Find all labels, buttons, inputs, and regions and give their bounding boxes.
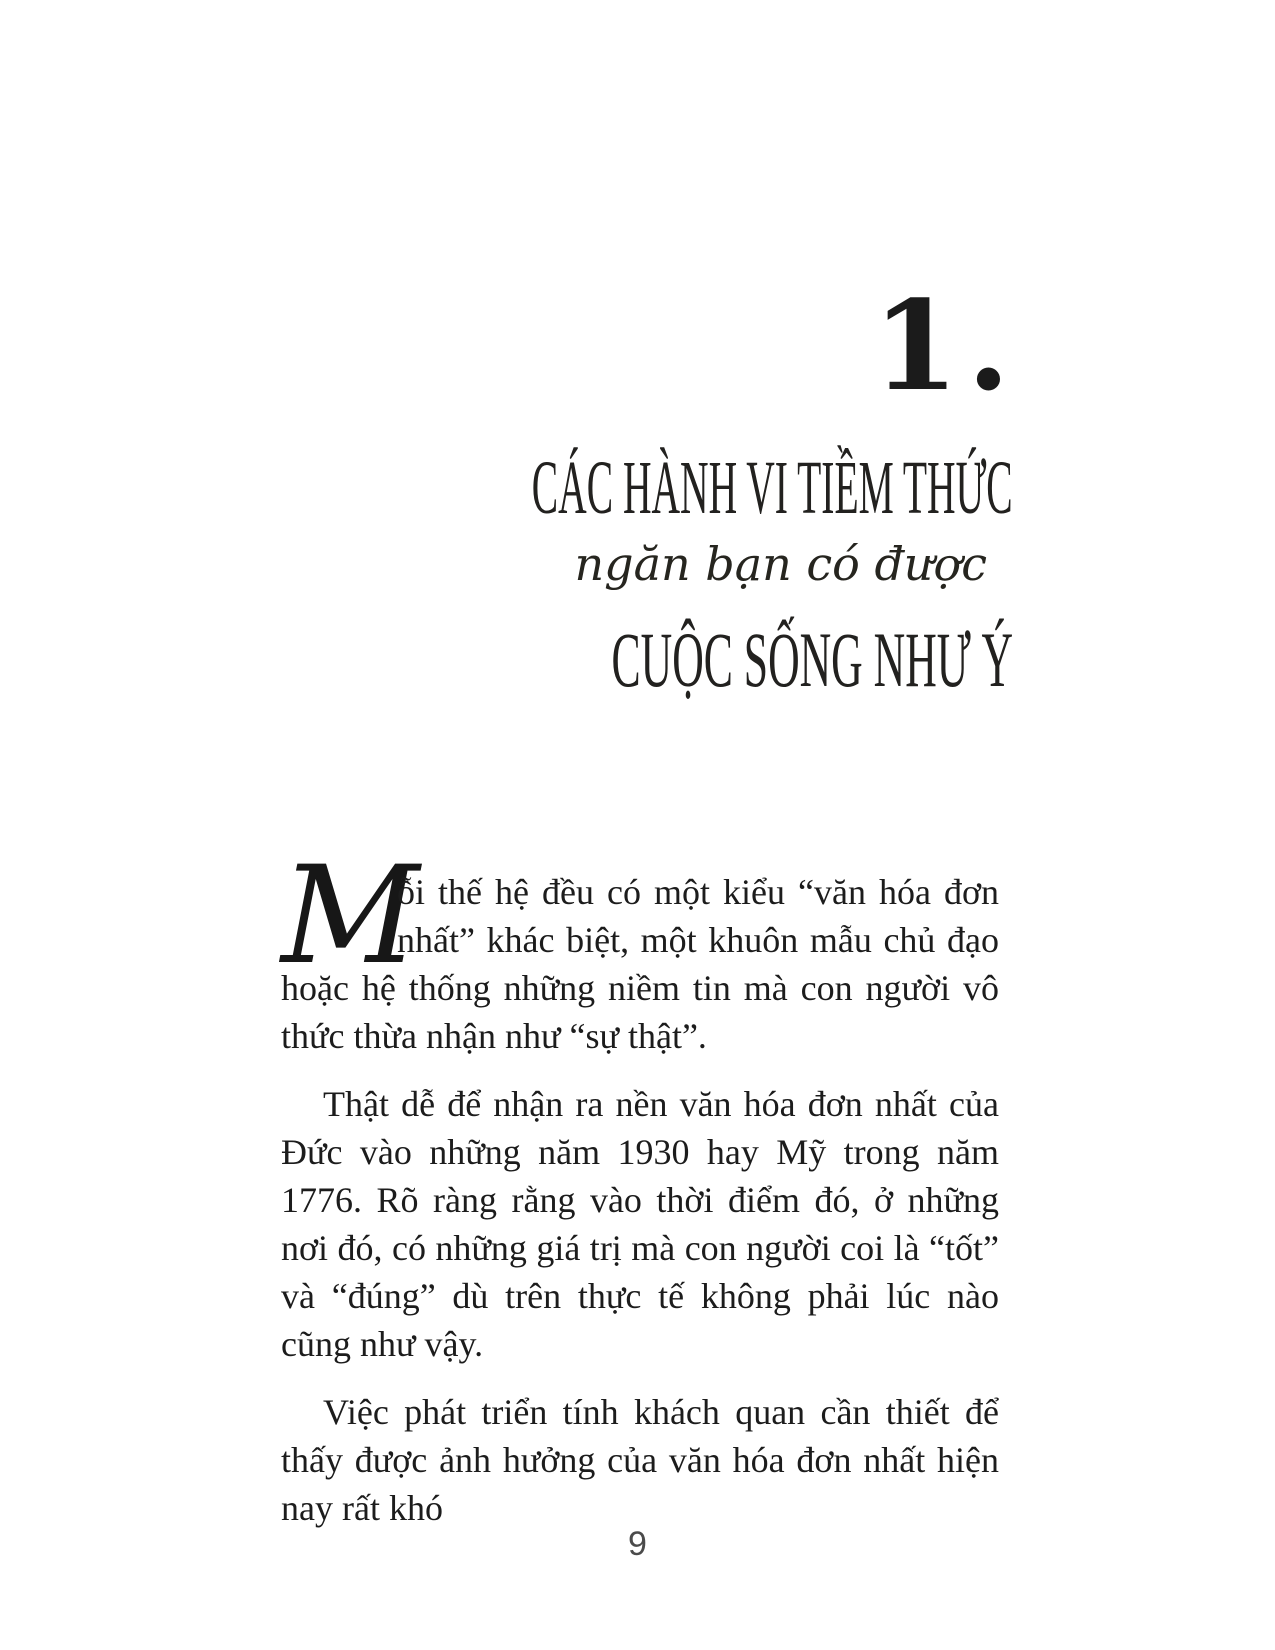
page-number: 9 xyxy=(628,1525,647,1563)
chapter-number: 1. xyxy=(872,274,1018,419)
body-text xyxy=(281,837,999,1552)
chapter-subtitle-script: ngăn bạn có được xyxy=(574,537,987,591)
paragraph-1 xyxy=(281,837,999,1060)
paragraph-3: Việc phát triển tính khách quan cần thiết để thấy được ảnh hưởng của văn hóa đơn nhất hiện nay rất khó xyxy=(281,1392,999,1528)
chapter-title-line1: CÁC HÀNH VI TIỀM THỨC xyxy=(532,446,1013,530)
drop-cap: M xyxy=(281,837,420,994)
paragraph-2: Thật dễ để nhận ra nền văn hóa đơn nhất của Đức vào những năm 1930 hay Mỹ trong năm 1776. Rõ ràng rằng vào thời điểm đó, ở những nơi đó, có những giá trị mà con người coi là “tốt” và “đúng” dù trên thực tế không phải lúc nào cũng như vậy. xyxy=(281,1084,999,1364)
chapter-title-line2: CUỘC SỐNG NHƯ Ý xyxy=(611,616,1013,703)
paragraph-1-text: ỗi thế hệ đều có một kiểu “văn hóa đơn nhất” khác biệt, một khuôn mẫu chủ đạo hoặc hệ thống những niềm tin mà con người vô thức thừa nhận như “sự thật”. xyxy=(281,872,999,1056)
